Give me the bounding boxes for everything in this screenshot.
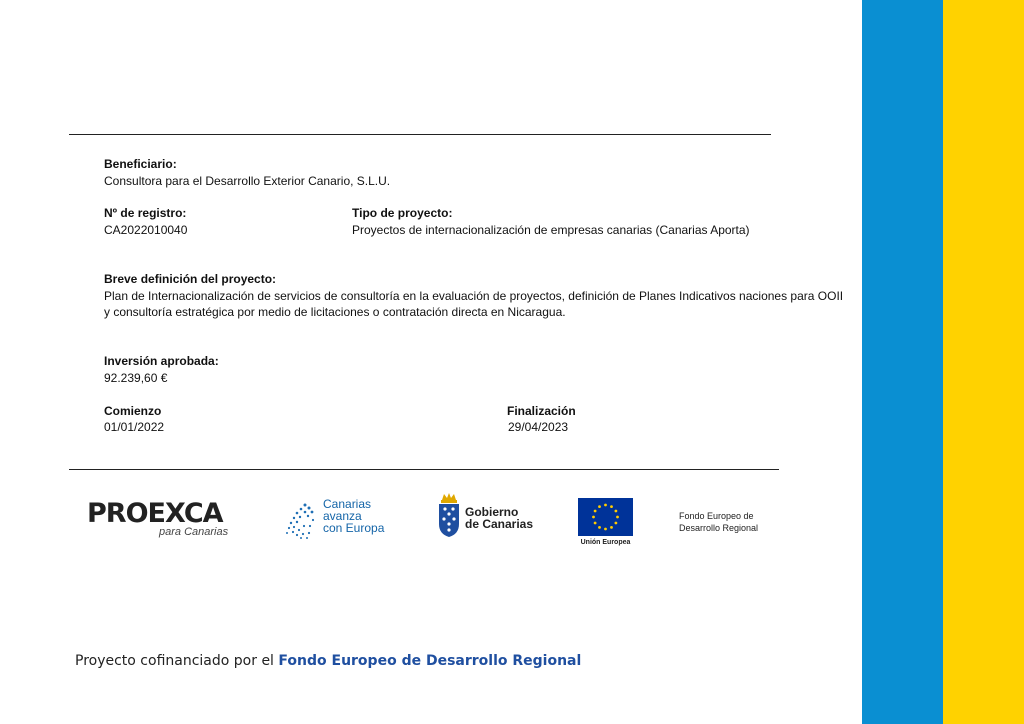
beneficiario-label: Beneficiario:	[104, 157, 177, 171]
footer-highlight: Fondo Europeo de Desarrollo Regional	[278, 653, 582, 669]
eu-label: Unión Europea	[580, 539, 631, 546]
inversion-value: 92.239,60 €	[104, 371, 168, 385]
registro-label: Nº de registro:	[104, 206, 187, 220]
beneficiario-value: Consultora para el Desarrollo Exterior Canario, S.L.U.	[104, 174, 391, 188]
finalizacion-label: Finalización	[507, 404, 576, 418]
blue-side-band	[862, 0, 943, 724]
inversion-label: Inversión aprobada:	[104, 354, 219, 368]
gobierno-canarias-logo	[437, 492, 537, 540]
proexca-wordmark: PROEXCA	[87, 498, 223, 529]
definicion-value: Plan de Internacionalización de servicios de consultoría en la evaluación de proyectos, definición de Planes Indicativos naciones para OOII y consultoría estratégica por medio de licitaciones o contratación directa en Nicaragua.	[104, 289, 844, 319]
tipo-proyecto-label: Tipo de proyecto:	[352, 206, 453, 220]
definicion-label: Breve definición del proyecto:	[104, 272, 277, 286]
canarias-avanza-text: Canarias avanza con Europa	[323, 497, 385, 535]
fondo-europeo-text: Fondo Europeo de Desarrollo Regional	[679, 511, 759, 533]
coat-of-arms-icon	[437, 492, 461, 538]
registro-value: CA2022010040	[104, 223, 188, 237]
cofinanciado-footer	[75, 653, 581, 669]
bottom-divider	[69, 469, 779, 470]
proexca-logo	[87, 498, 242, 542]
yellow-side-band	[943, 0, 1024, 724]
canarias-avanza-logo	[285, 498, 405, 542]
top-divider	[69, 134, 771, 135]
comienzo-label: Comienzo	[104, 404, 162, 418]
eu-logo	[578, 498, 634, 550]
comienzo-value: 01/01/2022	[104, 420, 165, 434]
proexca-tagline: para Canarias	[159, 526, 229, 538]
star-burst-icon	[285, 500, 319, 540]
gobierno-canarias-text: Gobierno de Canarias	[465, 505, 534, 531]
eu-flag-icon	[578, 498, 633, 536]
footer-prefix: Proyecto cofinanciado por el	[75, 653, 279, 669]
tipo-proyecto-value: Proyectos de internacionalización de empresas canarias (Canarias Aporta)	[352, 223, 750, 237]
finalizacion-value: 29/04/2023	[508, 420, 569, 434]
